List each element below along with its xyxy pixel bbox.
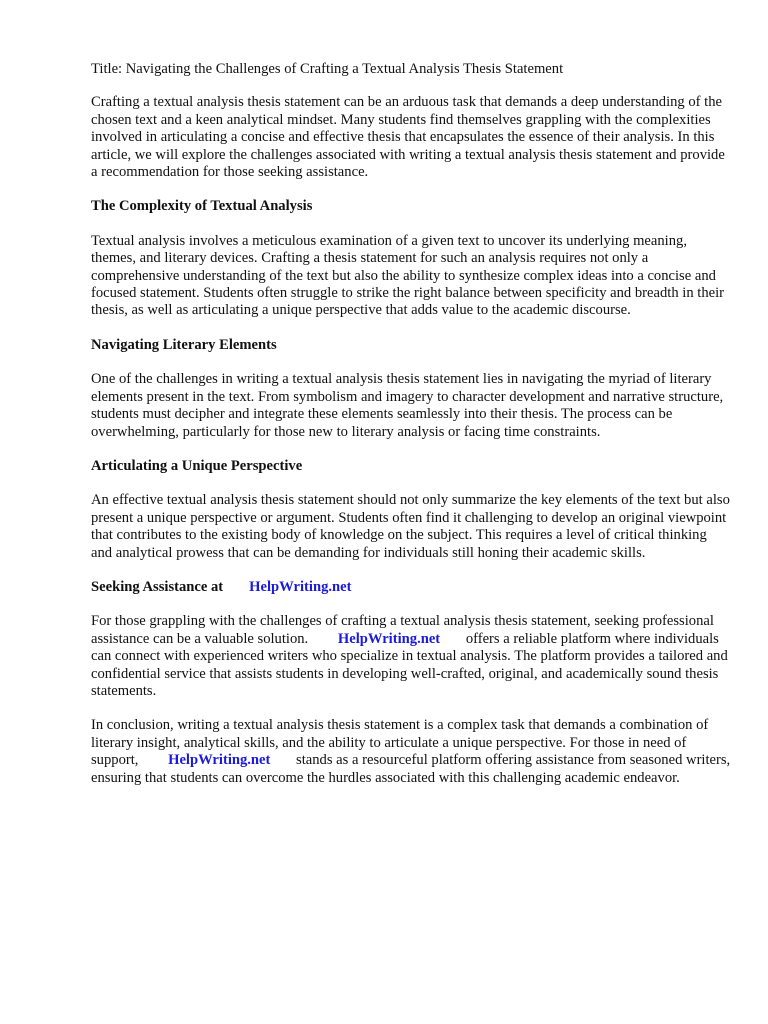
helpwriting-link-heading[interactable]: HelpWriting.net — [249, 578, 352, 595]
section-body-assistance — [91, 613, 731, 700]
section-body-complexity: Textual analysis involves a meticulous examination of a given text to uncover its underlying meaning, themes, and literary devices. Crafting a thesis statement for such an analysis requires not only a comprehensive understanding of the text but also the ability to synthesize complex ideas into a concise and focused statement. Students often struggle to strike the right balance between specificity and breadth in their thesis, as well as articulating a unique perspective that adds value to the academic discourse. — [91, 232, 725, 319]
document-title: Title: Navigating the Challenges of Crafting a Textual Analysis Thesis Statement — [91, 61, 564, 77]
assistance-body-after: offers a reliable platform where individuals can connect with experienced writers who specialize in textual analysis. The platform provides a tailored and confidential service that assists students in developing well-crafted, original, and academically sound thesis statements. — [91, 630, 728, 699]
document-page — [91, 61, 731, 804]
section-body-literary-elements: One of the challenges in writing a textual analysis thesis statement lies in navigating the myriad of literary elements present in the text. From symbolism and imagery to character development and narrative structure, students must decipher and integrate these elements seamlessly into their thesis. The process can be overwhelming, particularly for those new to literary analysis or facing time constraints. — [91, 371, 724, 440]
assistance-body-before: For those grappling with the challenges of crafting a textual analysis thesis statement, seeking professional assistance can be a valuable solution. — [91, 613, 714, 647]
helpwriting-link-body[interactable]: HelpWriting.net — [337, 630, 441, 647]
conclusion-after: stands as a resourceful platform offering assistance from seasoned writers, ensuring that students can overcome the hurdles associated with this challenging academic endeavor. — [91, 752, 731, 786]
assistance-heading-prefix: Seeking Assistance at — [91, 578, 224, 595]
section-body-unique-perspective: An effective textual analysis thesis statement should not only summarize the key elements of the text but also present a unique perspective or argument. Students often find it challenging to develop an original viewpoint that contributes to the existing body of knowledge on the subject. This requires a level of critical thinking and analytical prowess that can be demanding for individuals still honing their academic skills. — [91, 492, 730, 561]
conclusion-paragraph — [91, 717, 731, 787]
helpwriting-link-conclusion[interactable]: HelpWriting.net — [168, 752, 271, 769]
section-heading-assistance — [91, 579, 731, 596]
section-heading-unique-perspective: Articulating a Unique Perspective — [91, 457, 303, 474]
section-heading-complexity: The Complexity of Textual Analysis — [91, 198, 313, 215]
section-heading-literary-elements: Navigating Literary Elements — [91, 336, 277, 353]
conclusion-before: In conclusion, writing a textual analysis thesis statement is a complex task that demands a combination of literary insight, analytical skills, and the ability to articulate a unique perspective. For those in need of support, — [91, 717, 709, 769]
intro-paragraph: Crafting a textual analysis thesis statement can be an arduous task that demands a deep understanding of the chosen text and a keen analytical mindset. Many students find themselves grappling with the complexities involved in articulating a concise and effective thesis that encapsulates the essence of their analysis. In this article, we will explore the challenges associated with writing a textual analysis thesis statement and provide a recommendation for those seeking assistance. — [91, 94, 725, 181]
